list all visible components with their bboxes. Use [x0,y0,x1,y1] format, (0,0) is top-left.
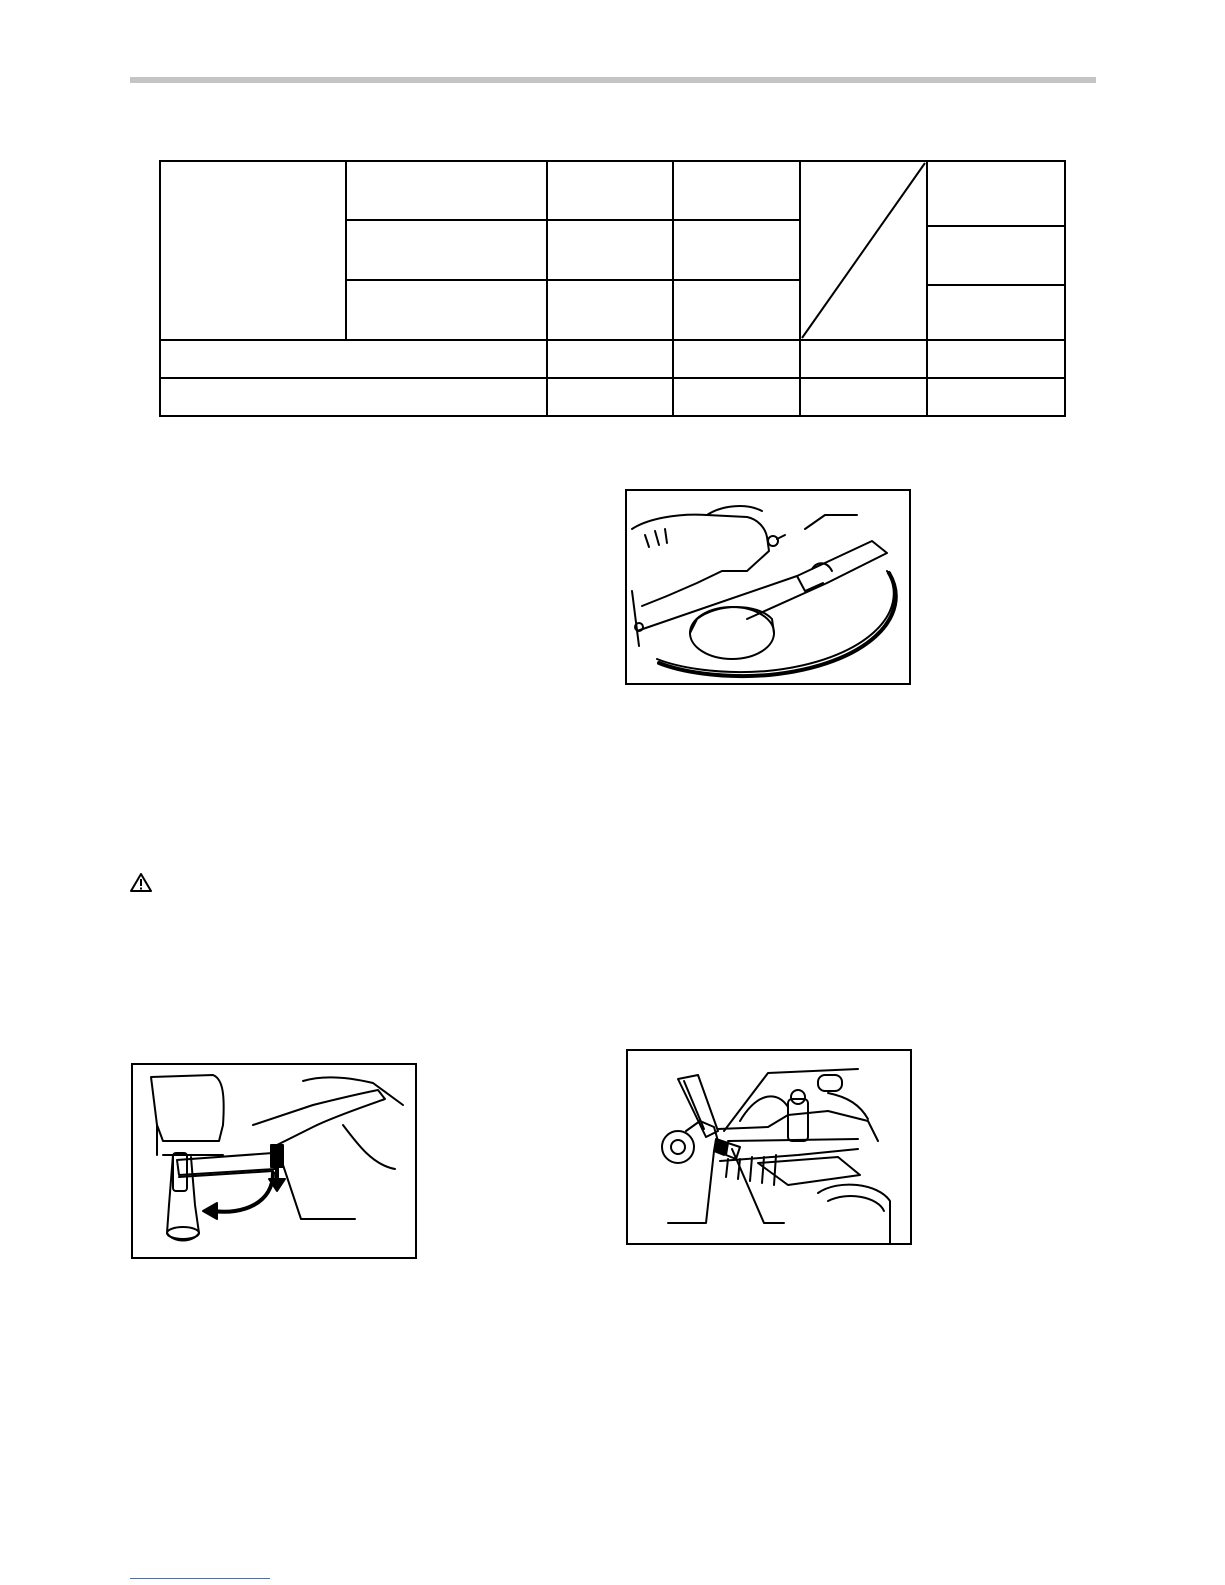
feeder-drawing [628,1051,910,1243]
spec-table [159,160,1066,417]
figure-nail-strip-guide [625,489,911,685]
warning-icon [129,872,153,893]
footer-link-underline [130,1578,270,1579]
figure-magazine-latch [131,1063,417,1259]
spec-table-grid [159,160,1066,417]
nailer-drawing [627,491,909,683]
magazine-drawing [133,1065,415,1257]
header-rule [130,77,1096,83]
figure-feeder-pawls [626,1049,912,1245]
